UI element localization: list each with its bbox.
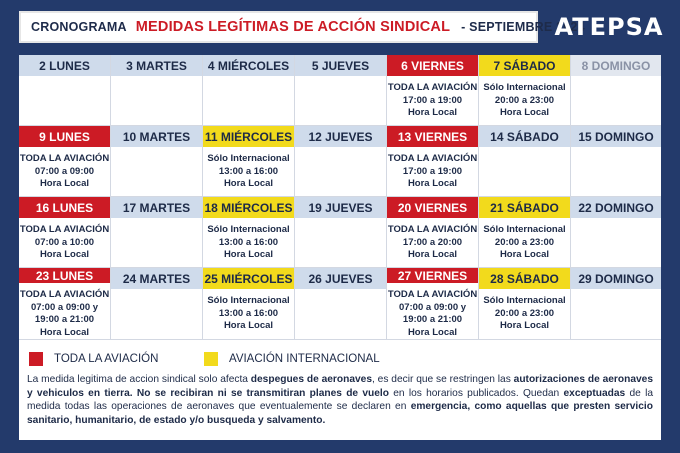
day-label: 3 MARTES [111, 55, 202, 76]
schedule-line: 13:00 a 16:00 [218, 307, 279, 319]
schedule-line: Hora Local [499, 249, 550, 260]
day-label: 4 MIÉRCOLES [203, 55, 294, 76]
calendar-day [295, 268, 387, 339]
calendar-day [479, 55, 571, 125]
calendar-day [295, 55, 387, 125]
schedule-line: TODA LA AVIACIÓN [19, 289, 110, 300]
calendar-week [19, 126, 661, 197]
note-emphasis: autorizaciones de aeronaves y vehiculos en tierra. No se recibiran ni se transmitiran planes de vuelo [27, 374, 653, 399]
calendar-day [571, 126, 661, 196]
day-label: 2 LUNES [19, 55, 110, 76]
schedule-line: 19:00 a 21:00 [402, 314, 463, 325]
day-label: 29 DOMINGO [571, 268, 661, 289]
schedule-line: Hora Local [223, 249, 274, 260]
schedule-line: 17:00 a 19:00 [402, 94, 463, 106]
day-schedule [571, 289, 661, 339]
day-schedule [295, 218, 386, 267]
schedule-line: Sólo Internacional [207, 224, 290, 235]
brand-logo: ATEPSA [554, 13, 664, 41]
calendar-day [479, 197, 571, 267]
schedule-line: Hora Local [407, 249, 458, 260]
day-label: 21 SÁBADO [479, 197, 570, 218]
day-label: 13 VIERNES [387, 126, 478, 147]
day-schedule [111, 76, 202, 125]
day-schedule [387, 283, 478, 339]
day-label: 18 MIÉRCOLES [203, 197, 294, 218]
schedule-line: Sólo Internacional [483, 224, 566, 235]
day-schedule [203, 289, 294, 339]
legend-label-yellow: AVIACIÓN INTERNACIONAL [229, 353, 380, 365]
schedule-line: 19:00 a 21:00 [34, 314, 95, 325]
day-label: 14 SÁBADO [479, 126, 570, 147]
day-schedule [111, 218, 202, 267]
day-schedule [203, 76, 294, 125]
day-label: 23 LUNES [19, 268, 110, 283]
schedule-line: TODA LA AVIACIÓN [387, 224, 478, 235]
day-schedule [387, 147, 478, 196]
day-schedule [479, 289, 570, 339]
day-schedule [203, 218, 294, 267]
calendar-day [203, 55, 295, 125]
schedule-line: 17:00 a 19:00 [402, 165, 463, 177]
calendar-day [203, 268, 295, 339]
schedule-line: Sólo Internacional [483, 82, 566, 93]
day-schedule [387, 76, 478, 125]
day-schedule [479, 218, 570, 267]
day-schedule [19, 218, 110, 267]
calendar-day [387, 55, 479, 125]
title-main: MEDIDAS LEGÍTIMAS DE ACCIÓN SINDICAL [135, 19, 451, 35]
day-label: 5 JUEVES [295, 55, 386, 76]
day-label: 15 DOMINGO [571, 126, 661, 147]
disclaimer-note [27, 373, 653, 427]
calendar-day [571, 268, 661, 339]
day-schedule [571, 76, 661, 125]
calendar-week [19, 268, 661, 339]
calendar-day [479, 126, 571, 196]
note-emphasis: emergencia, como aquellas que presten servicio sanitario, humanitario, de estado y/o busqueda y salvamento. [27, 401, 653, 426]
day-schedule [479, 76, 570, 125]
schedule-line: 20:00 a 23:00 [494, 307, 555, 319]
day-schedule [111, 147, 202, 196]
schedule-line: 07:00 a 09:00 [34, 165, 95, 177]
day-schedule [19, 283, 110, 339]
legend-item-yellow [204, 352, 380, 366]
schedule-line: Hora Local [407, 178, 458, 189]
title-month: - SEPTIEMBRE 2024 [461, 20, 585, 34]
day-schedule [479, 147, 570, 196]
calendar-day [479, 268, 571, 339]
schedule-line: Hora Local [499, 320, 550, 331]
schedule-line: TODA LA AVIACIÓN [387, 153, 478, 164]
legend-panel [19, 339, 661, 440]
schedule-line: Hora Local [39, 326, 90, 338]
schedule-line: 20:00 a 23:00 [494, 94, 555, 106]
schedule-line: Hora Local [407, 326, 458, 338]
schedule-line: 13:00 a 16:00 [218, 165, 279, 177]
note-emphasis: exceptuadas [563, 387, 626, 399]
day-label: 22 DOMINGO [571, 197, 661, 218]
day-label: 25 MIÉRCOLES [203, 268, 294, 289]
yellow-swatch-icon [204, 352, 218, 366]
day-label: 10 MARTES [111, 126, 202, 147]
note-text: en los horarios publicados. Quedan [388, 387, 564, 399]
schedule-line: TODA LA AVIACIÓN [387, 289, 478, 300]
calendar-week [19, 55, 661, 126]
day-schedule [19, 76, 110, 125]
day-label: 27 VIERNES [387, 268, 478, 283]
day-label: 8 DOMINGO [571, 55, 661, 76]
calendar-week [19, 197, 661, 268]
legend-item-red [29, 352, 158, 366]
calendar-day [19, 197, 111, 267]
day-schedule [111, 289, 202, 339]
day-schedule [571, 147, 661, 196]
day-label: 9 LUNES [19, 126, 110, 147]
note-text: , es decir que se restringen las [372, 374, 514, 385]
schedule-line: 13:00 a 16:00 [218, 236, 279, 248]
calendar-grid [19, 55, 661, 339]
calendar-day [19, 55, 111, 125]
day-schedule [19, 147, 110, 196]
day-label: 19 JUEVES [295, 197, 386, 218]
schedule-line: TODA LA AVIACIÓN [19, 153, 110, 164]
day-schedule [295, 289, 386, 339]
calendar-day [295, 126, 387, 196]
day-schedule [571, 218, 661, 267]
day-label: 7 SÁBADO [479, 55, 570, 76]
day-label: 12 JUEVES [295, 126, 386, 147]
schedule-line: Hora Local [499, 107, 550, 118]
day-schedule [203, 147, 294, 196]
day-schedule [295, 76, 386, 125]
schedule-line: Sólo Internacional [207, 295, 290, 306]
schedule-line: Hora Local [39, 178, 90, 189]
schedule-line: Sólo Internacional [207, 153, 290, 164]
note-emphasis: despegues de aeronaves [250, 374, 372, 385]
calendar-day [203, 197, 295, 267]
calendar-day [387, 126, 479, 196]
day-schedule [295, 147, 386, 196]
day-label: 28 SÁBADO [479, 268, 570, 289]
schedule-line: TODA LA AVIACIÓN [387, 82, 478, 93]
calendar-day [19, 268, 111, 339]
day-label: 24 MARTES [111, 268, 202, 289]
schedule-line: Hora Local [223, 320, 274, 331]
day-label: 26 JUEVES [295, 268, 386, 289]
title-banner [19, 11, 585, 43]
day-label: 17 MARTES [111, 197, 202, 218]
schedule-line: Hora Local [223, 178, 274, 189]
day-schedule [387, 218, 478, 267]
calendar-day [295, 197, 387, 267]
note-text: de la medida todas las operaciones de aeronaves que eventualemente se declaren en [27, 387, 653, 413]
calendar-day [203, 126, 295, 196]
calendar-day [111, 197, 203, 267]
calendar-day [111, 55, 203, 125]
schedule-line: Hora Local [407, 107, 458, 118]
day-label: 6 VIERNES [387, 55, 478, 76]
calendar-day [571, 197, 661, 267]
schedule-line: 20:00 a 23:00 [494, 236, 555, 248]
schedule-line: 07:00 a 10:00 [34, 236, 95, 248]
day-label: 11 MIÉRCOLES [203, 126, 294, 147]
schedule-line: Sólo Internacional [483, 295, 566, 306]
legend-label-red: TODA LA AVIACIÓN [54, 353, 159, 365]
calendar-day [387, 268, 479, 339]
schedule-line: Hora Local [39, 249, 90, 260]
day-label: 16 LUNES [19, 197, 110, 218]
schedule-line: 07:00 a 09:00 y [30, 301, 99, 313]
day-label: 20 VIERNES [387, 197, 478, 218]
schedule-line: 07:00 a 09:00 y [398, 301, 467, 313]
note-text: La medida legitima de accion sindical solo afecta [27, 374, 251, 385]
calendar-day [571, 55, 661, 125]
schedule-line: 17:00 a 20:00 [402, 236, 463, 248]
calendar-day [111, 126, 203, 196]
title-prefix: CRONOGRAMA [31, 20, 127, 34]
calendar-day [387, 197, 479, 267]
calendar-day [19, 126, 111, 196]
schedule-line: TODA LA AVIACIÓN [19, 224, 110, 235]
calendar-day [111, 268, 203, 339]
red-swatch-icon [29, 352, 43, 366]
